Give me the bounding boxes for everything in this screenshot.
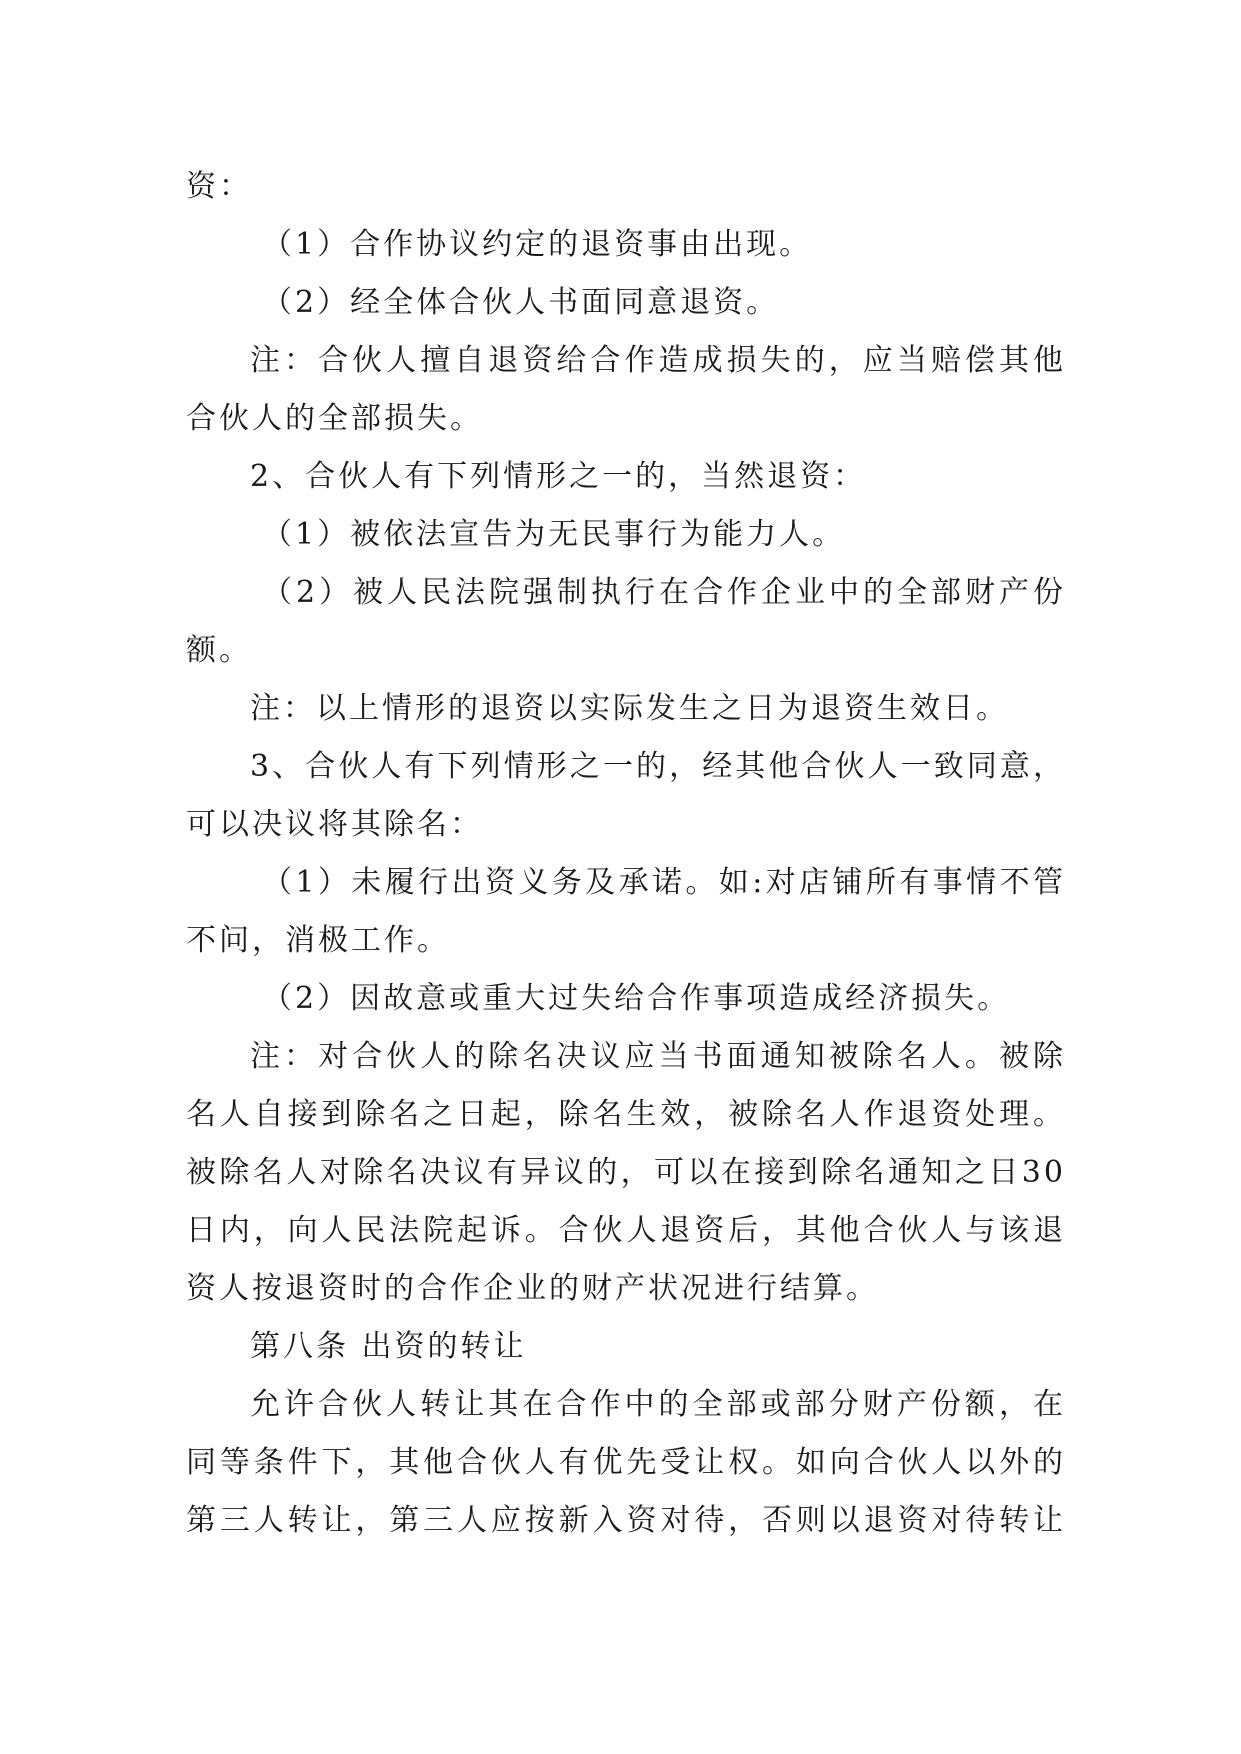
text-line: 资人按退资时的合作企业的财产状况进行结算。 — [186, 1271, 879, 1306]
section-heading: 第八条 出资的转让 — [250, 1329, 527, 1364]
text-line: 注：以上情形的退资以实际发生之日为退资生效日。 — [250, 691, 1009, 726]
text-line: 不问，消极工作。 — [186, 923, 450, 958]
text-line: 注：合伙人擅自退资给合作造成损失的，应当赔偿其他 — [250, 343, 1066, 378]
text-line: 注：对合伙人的除名决议应当书面通知被除名人。被除 — [250, 1039, 1066, 1074]
text-line: 名人自接到除名之日起，除名生效，被除名人作退资处理。 — [186, 1097, 1066, 1132]
text-line: 允许合伙人转让其在合作中的全部或部分财产份额，在 — [250, 1387, 1066, 1422]
text-line: （2）因故意或重大过失给合作事项造成经济损失。 — [262, 981, 1011, 1016]
text-line: 2、合伙人有下列情形之一的，当然退资： — [250, 459, 867, 494]
text-line: 同等条件下，其他合伙人有优先受让权。如向合伙人以外的 — [186, 1445, 1066, 1480]
text-line: 日内，向人民法院起诉。合伙人退资后，其他合伙人与该退 — [186, 1213, 1066, 1248]
text-line: （2）被人民法院强制执行在合作企业中的全部财产份 — [262, 575, 1066, 610]
text-line: （2）经全体合伙人书面同意退资。 — [262, 285, 780, 320]
text-line: 合伙人的全部损失。 — [186, 401, 483, 436]
document-body — [186, 158, 1066, 1550]
text-line: （1）未履行出资义务及承诺。如:对店铺所有事情不管 — [262, 865, 1066, 900]
text-line: 第三人转让，第三人应按新入资对待，否则以退资对待转让 — [186, 1503, 1066, 1538]
text-line: 被除名人对除名决议有异议的，可以在接到除名通知之日30 — [186, 1155, 1066, 1190]
text-line: 资： — [186, 169, 252, 204]
text-line: （1）合作协议约定的退资事由出现。 — [262, 227, 813, 262]
text-line: 额。 — [186, 633, 252, 668]
text-line: 3、合伙人有下列情形之一的，经其他合伙人一致同意， — [250, 749, 1066, 784]
text-line: （1）被依法宣告为无民事行为能力人。 — [262, 517, 846, 552]
text-line: 可以决议将其除名： — [186, 807, 483, 842]
